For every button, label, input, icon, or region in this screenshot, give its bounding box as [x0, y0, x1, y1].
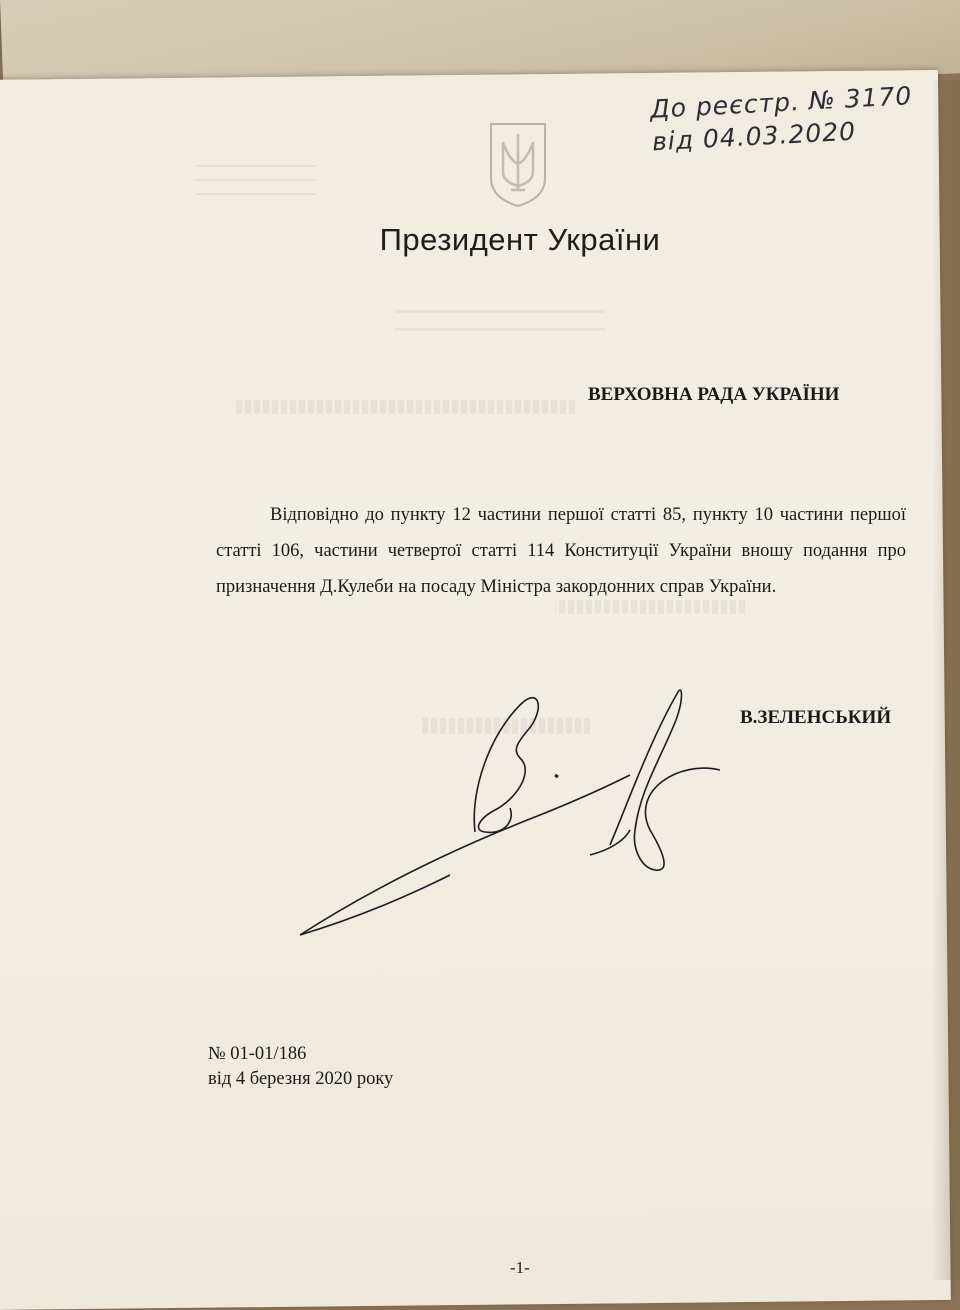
addressee: ВЕРХОВНА РАДА УКРАЇНИ	[588, 384, 840, 405]
handwritten-registration-number: До реєстр. № 3170	[649, 81, 913, 124]
show-through-text	[195, 165, 315, 205]
signature-scribble	[290, 680, 730, 950]
handwritten-registration-date: від 04.03.2020	[651, 116, 857, 157]
registration-date: від 4 березня 2020 року	[208, 1069, 394, 1089]
show-through-text	[395, 310, 605, 346]
page-title: Президент України	[379, 222, 661, 257]
body-paragraph: Відповідно до пункту 12 частини першої статті 85, пункту 10 частини першої статті 106, частини четвертої статті 114 Конституції України вношу подання про призначення Д.Кулеби на посаду Міністра закордонних справ України.	[216, 505, 906, 597]
page-number: -1-	[510, 1258, 530, 1277]
signer-name: В.ЗЕЛЕНСЬКИЙ	[740, 707, 892, 728]
show-through-text	[235, 400, 575, 414]
trident-emblem-icon	[485, 120, 551, 210]
registration-number: № 01-01/186	[208, 1044, 307, 1064]
